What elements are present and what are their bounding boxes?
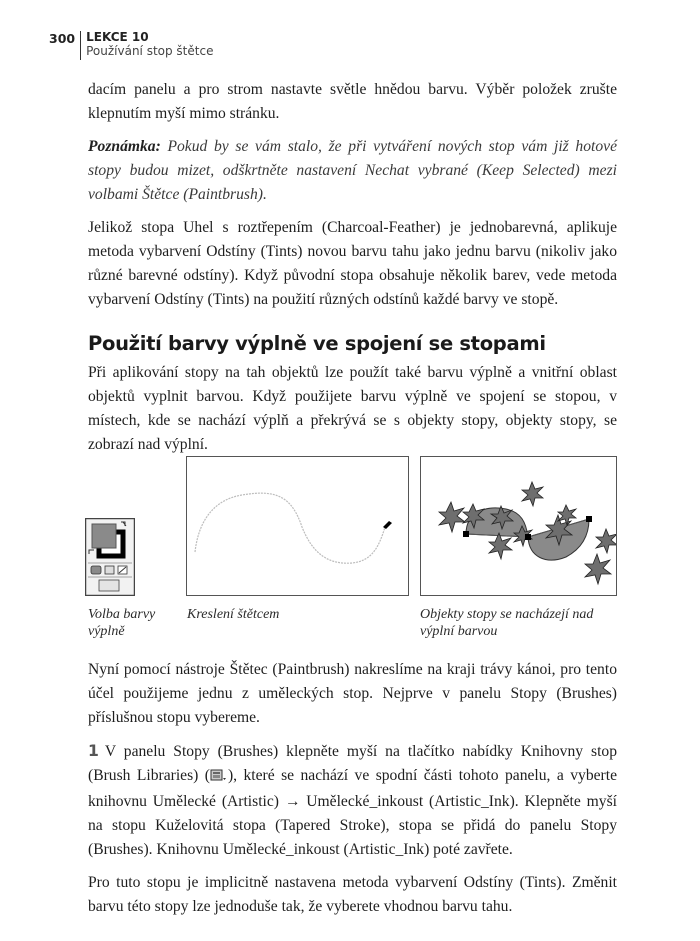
fill-stroke-swatch-icon (85, 518, 135, 596)
note-text: Pokud by se vám stalo, že při vytváření nových stop vám již hotové stopy budou mizet, odškrtněte nastavení Nechat vybrané (Keep Selected) mezi volbami Štětce (Paintbrush). (88, 138, 617, 203)
leaves-over-fill-illustration (421, 457, 616, 595)
paragraph-tints-default: Pro tuto stopu je implicitně nastavena metoda vybarvení Odstíny (Tints). Změnit barvu této stopy lze jednoduše tak, že vyberete vhodnou barvu tahu. (88, 874, 617, 915)
step-number: 1 (88, 742, 99, 760)
brush-libraries-icon (210, 766, 228, 790)
step-paragraph (88, 739, 617, 862)
fill-color-tool-figure (85, 518, 135, 596)
paintbrush-cursor-icon (383, 521, 392, 529)
note-label: Poznámka: (88, 138, 161, 155)
note-paragraph (88, 135, 617, 207)
step-text-start: V panelu Stopy (Brushes) klepněte myší na tlačítko nabídky Knihovny stop (Brush Libraries) ( (88, 743, 617, 784)
paragraph-fill: Při aplikování stopy na tah objektů lze použít také barvu výplně a vnitřní oblast objektů vyplnit barvou. Když použijete barvu výplně ve spojení se stopou, v místech, kde se nachází výplň a překrývá se s objekty stopy, objekty stopy, se zobrazí nad výplní. (88, 364, 617, 453)
paragraph-canoe: Nyní pomocí nástroje Štětec (Paintbrush) nakreslíme na kraji trávy kánoi, pro tento účel použijeme jednu z uměleckých stop. Nejprve v panelu Stopy (Brushes) příslušnou stopu vybereme. (88, 661, 617, 726)
page-number: 300 (49, 31, 76, 46)
paragraph-tints: Jelikož stopa Uhel s roztřepením (Charcoal-Feather) je jednobarevná, aplikuje metoda vybarvení Odstíny (Tints) novou barvu tahu jako jednu barvu (nikoliv jako různé barevné odstíny). Když původní stopa obsahuje několik barev, vede metoda vybarvení Odstíny (Tints) na použití různých odstínů každé barvy ve stopě. (88, 219, 617, 308)
body-bottom (88, 658, 617, 919)
body-top (88, 78, 617, 312)
objects-over-fill-figure (420, 456, 617, 596)
step-text-end: ), které se nachází ve spodní části tohoto panelu, a vyberte knihovnu Umělecké (Artistic) → Umělecké_inkoust (Artistic_Ink). Klepněte myší na stopu Kuželovitá stopa (Tapered Stroke), stopa se přidá do panelu Stopy (Brushes). Knihovnu Umělecké_inkoust (Artistic_Ink) poté zavřete. (88, 767, 617, 858)
brush-drawing-figure (186, 456, 409, 596)
section-body (88, 361, 617, 457)
caption-brush-drawing: Kreslení štětcem (187, 607, 280, 622)
section-heading: Použití barvy výplně ve spojení se stopami (88, 332, 546, 355)
caption-fill-color: Volba barvy výplně (88, 607, 156, 639)
brush-stroke-path (187, 457, 408, 595)
lesson-title: Používání stop štětce (86, 44, 214, 58)
lesson-label: LEKCE 10 (86, 30, 149, 44)
running-header (49, 30, 213, 60)
caption-objects-over-fill: Objekty stopy se nacházejí nad výplní barvou (420, 607, 594, 639)
paragraph-continuation: dacím panelu a pro strom nastavte světle hnědou barvu. Výběr položek zrušte klepnutím myší mimo stránku. (88, 81, 617, 122)
